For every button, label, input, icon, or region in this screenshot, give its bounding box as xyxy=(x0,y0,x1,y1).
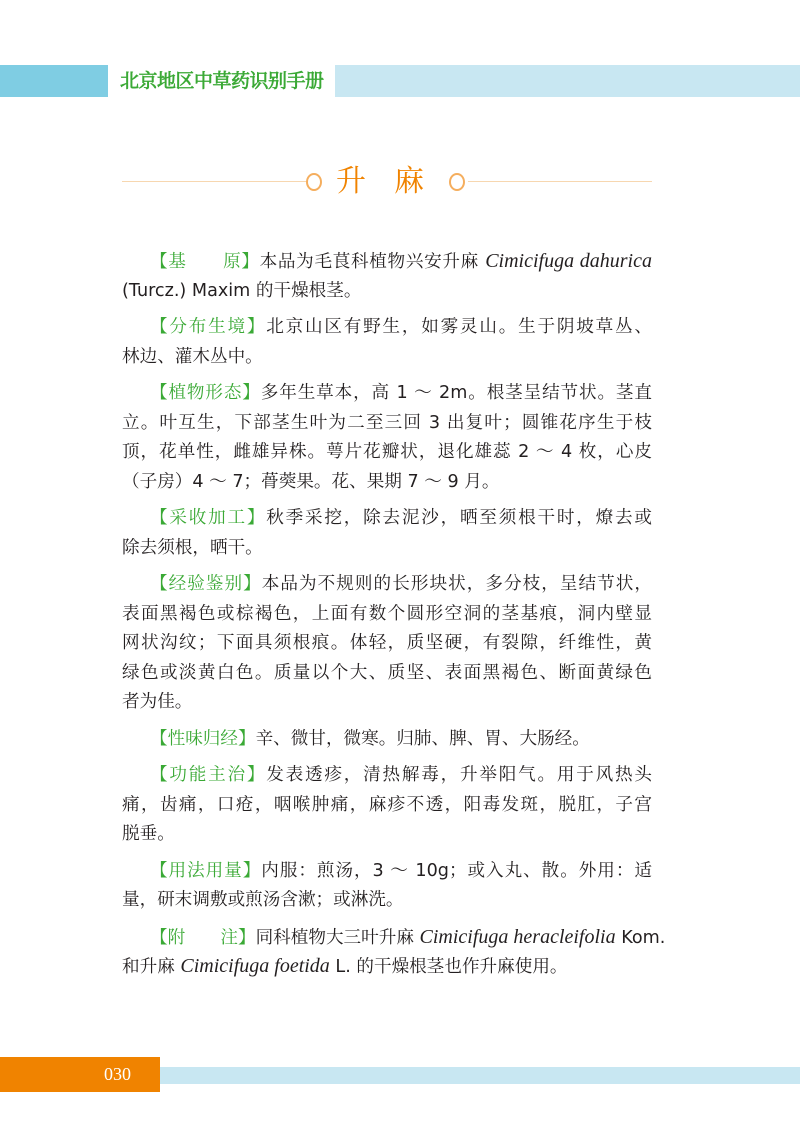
entry-section xyxy=(122,504,652,563)
text-line xyxy=(122,791,652,821)
text-line xyxy=(122,600,652,630)
text-line xyxy=(122,313,652,343)
title-circle-right-icon xyxy=(449,173,465,191)
entry-section xyxy=(122,923,666,982)
text-line xyxy=(122,534,652,564)
entry-title-char: 升 xyxy=(336,164,366,199)
book-title: 北京地区中草药识别手册 xyxy=(120,70,324,92)
text-segment: 脱垂。 xyxy=(122,824,175,844)
text-line xyxy=(122,277,652,307)
section-label: 【植物形态】 xyxy=(150,383,261,403)
text-line xyxy=(122,923,666,953)
title-rule-right xyxy=(468,181,652,182)
text-segment: 者为佳。 xyxy=(122,692,193,712)
text-line xyxy=(122,659,652,689)
text-segment: 绿色或淡黄白色。质量以个大、质坚、表面黑褐色、断面黄绿色 xyxy=(122,662,652,683)
text-segment: 量，研末调敷或煎汤含漱；或淋洗。 xyxy=(122,890,404,910)
text-segment: （子房）4 ～ 7；蓇葖果。花、果期 7 ～ 9 月。 xyxy=(122,471,500,492)
text-line xyxy=(122,952,652,982)
text-segment: 痛，齿痛，口疮，咽喉肿痛，麻疹不透，阳毒发斑，脱肛，子宫 xyxy=(122,794,652,815)
text-segment: 和升麻 xyxy=(122,957,181,977)
text-segment: 除去须根，晒干。 xyxy=(122,537,263,558)
entry-section xyxy=(122,761,652,850)
section-label: 【分布生境】 xyxy=(150,317,267,337)
text-segment: 秋季采挖，除去泥沙，晒至须根干时，燎去或 xyxy=(266,508,652,528)
entry-section xyxy=(122,247,652,306)
page-number: 030 xyxy=(104,1064,131,1084)
section-label: 【用法用量】 xyxy=(150,860,262,881)
section-label: 【采收加工】 xyxy=(150,508,267,528)
text-line xyxy=(122,343,652,373)
title-circle-left-icon xyxy=(306,173,322,191)
text-segment: 多年生草本，高 1 ～ 2m。根茎呈结节状。茎直 xyxy=(260,383,652,403)
text-line xyxy=(122,379,652,409)
title-rule-left xyxy=(122,181,308,182)
text-segment: 表面黑褐色或棕褐色，上面有数个圆形空洞的茎基痕，洞内壁显 xyxy=(122,603,652,624)
header-band-light xyxy=(335,65,800,97)
entry-body xyxy=(122,247,666,989)
section-label: 【性味归经】 xyxy=(150,728,256,749)
entry-section xyxy=(122,379,652,497)
section-label: 【经验鉴别】 xyxy=(150,574,262,594)
text-line xyxy=(122,504,652,534)
text-segment: 本品为不规则的长形块状，多分枝，呈结节状， xyxy=(261,574,652,594)
section-label: 【附 注】 xyxy=(150,927,256,948)
text-segment: L. 的干燥根茎也作升麻使用。 xyxy=(329,957,568,977)
entry-section xyxy=(122,725,652,755)
text-line xyxy=(122,688,652,718)
latin-name: Cimicifuga dahurica xyxy=(485,250,652,272)
text-line xyxy=(122,725,652,755)
latin-name: Cimicifuga foetida xyxy=(180,955,330,977)
entry-section xyxy=(122,857,652,916)
text-line xyxy=(122,247,652,277)
text-segment: 辛、微甘，微寒。归肺、脾、胃、大肠经。 xyxy=(255,728,590,749)
text-segment: 林边、灌木丛中。 xyxy=(122,346,263,367)
text-line xyxy=(122,468,652,498)
text-segment: 北京山区有野生，如雾灵山。生于阴坡草丛、 xyxy=(266,317,652,337)
text-line xyxy=(122,438,652,468)
latin-name: Cimicifuga heracleifolia xyxy=(419,925,616,948)
text-segment: 顶，花单性，雌雄异株。萼片花瓣状，退化雄蕊 2 ～ 4 枚，心皮 xyxy=(122,442,652,462)
text-segment: 立。叶互生，下部茎生叶为二至三回 3 出复叶；圆锥花序生于枝 xyxy=(122,412,652,433)
entry-section xyxy=(122,570,652,718)
text-segment: 同科植物大三叶升麻 xyxy=(255,927,420,948)
text-line xyxy=(122,570,652,600)
text-segment: 内服：煎汤，3 ～ 10g；或入丸、散。外用：适 xyxy=(261,860,652,881)
footer-band-blue xyxy=(160,1067,800,1084)
text-line xyxy=(122,857,652,887)
section-label: 【功能主治】 xyxy=(150,765,267,785)
text-segment: Kom. xyxy=(615,927,666,948)
text-line xyxy=(122,886,652,916)
entry-title-char: 麻 xyxy=(394,164,424,199)
text-segment: 发表透疹，清热解毒，升举阳气。用于风热头 xyxy=(266,765,652,785)
text-line xyxy=(122,761,652,791)
text-line xyxy=(122,629,652,659)
footer-band-orange xyxy=(0,1057,160,1092)
text-segment: 网状沟纹；下面具须根痕。体轻，质坚硬，有裂隙，纤维性，黄 xyxy=(122,633,652,653)
text-line xyxy=(122,820,652,850)
header-band-dark xyxy=(0,65,108,97)
section-label: 【基 原】 xyxy=(150,252,260,272)
text-segment: (Turcz.) Maxim 的干燥根茎。 xyxy=(122,280,362,301)
text-segment: 本品为毛茛科植物兴安升麻 xyxy=(259,252,486,272)
entry-section xyxy=(122,313,652,372)
text-line xyxy=(122,409,652,439)
